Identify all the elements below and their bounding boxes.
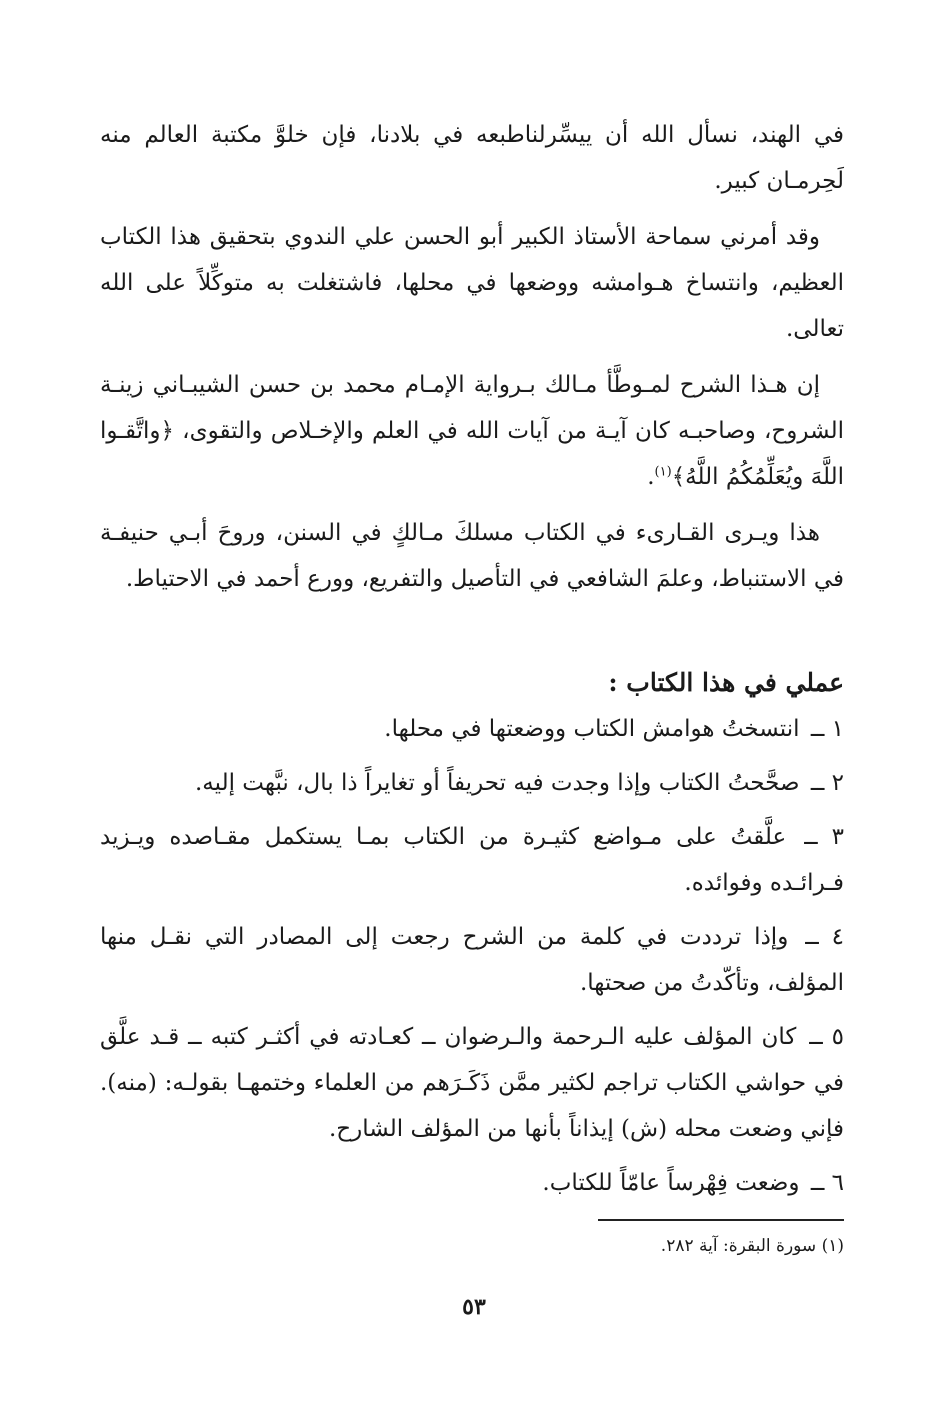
page-number: ٥٣ [462,1294,486,1320]
list-item-text: علَّقتُ على مـواضع كثيـرة من الكتاب بمـا يستكمل مقـاصده ويـزيد فـرائـده وفوائده. [100,824,844,896]
list-item-number: ٦ ــ [810,1170,844,1196]
list-item-text: كان المؤلف عليه الـرحمة والـرضوان ــ كعـادته في أكثـر كتبه ــ قـد علَّق في حواشي الكتاب تراجم لكثير ممَّن ذَكَـرَهم من العلماء وختمهـا بقولـه: (منه). فإني وضعت محله (ش) إيذاناً بأنها من المؤلف الشارح. [100,1024,844,1142]
work-list [100,706,844,1206]
list-item [100,1160,844,1206]
page-body [100,112,844,1214]
section-heading: عملي في هذا الكتاب : [608,668,844,697]
paragraph-4: هذا ويـرى القـارىء في الكتاب مسلكَ مـالكٍ في السنن، وروحَ أبـي حنيفـة في الاستنباط، وعلمَ الشافعي في التأصيل والتفريع، وورع أحمد في الاحتياط. [100,520,844,592]
list-item [100,914,844,1006]
list-item-number: ٣ ــ [804,824,844,850]
paragraph-2: وقد أمرني سماحة الأستاذ الكبير أبو الحسن علي الندوي بتحقيق هذا الكتاب العظيم، وانتساخ هـوامشه ووضعها في محلها، فاشتغلت به متوكِّلاً على الله تعالى. [100,224,844,342]
list-item-number: ١ ــ [810,716,844,742]
footnote-reference: (١) [654,464,672,480]
list-item-number: ٥ ــ [809,1024,845,1050]
list-item-text: وضعت فِهْرساً عامّاً للكتاب. [542,1170,800,1196]
list-item [100,814,844,906]
footnote-divider [598,1219,844,1221]
list-item [100,1014,844,1152]
list-item-number: ٢ ــ [810,770,844,796]
paragraph-3-text: إن هـذا الشرح لمـوطَّأ مـالك بـرواية الإمـام محمد بن حسن الشيبـاني زينـة الشروح، وصاحبـه كان آيـة من آيات الله في العلم والإخـلاص والتقوى، ﴿واتَّقـوا اللَّهَ ويُعَلِّمُكُمُ اللَّهُ﴾ [100,372,844,490]
list-item-text: انتسختُ هوامش الكتاب ووضعتها في محلها. [384,716,800,742]
list-item [100,706,844,752]
footnote: (١) سورة البقرة: آية ٢٨٢. [660,1236,844,1256]
paragraph-1: في الهند، نسأل الله أن ييسِّرلناطبعه في بلادنا، فإن خلوَّ مكتبة العالم منه لَحِرمـان كبير. [100,122,844,194]
list-item-text: صحَّحتُ الكتاب وإذا وجدت فيه تحريفاً أو تغايراً ذا بال، نبَّهت إليه. [195,770,800,796]
list-item [100,760,844,806]
paragraph-3: إن هـذا الشرح لمـوطَّأ مـالك بـرواية الإمـام محمد بن حسن الشيبـاني زينـة الشروح، وصاحبـه كان آيـة من آيات الله في العلم والإخـلاص والتقوى، ﴿واتَّقـوا اللَّهَ ويُعَلِّمُكُمُ اللَّهُ﴾$^{(١)}$. [100,372,844,490]
list-item-text: وإذا ترددت في كلمة من الشرح رجعت إلى المصادر التي نقـل منها المؤلف، وتأكّدتُ من صحتها. [100,924,844,996]
list-item-number: ٤ ــ [805,924,845,950]
